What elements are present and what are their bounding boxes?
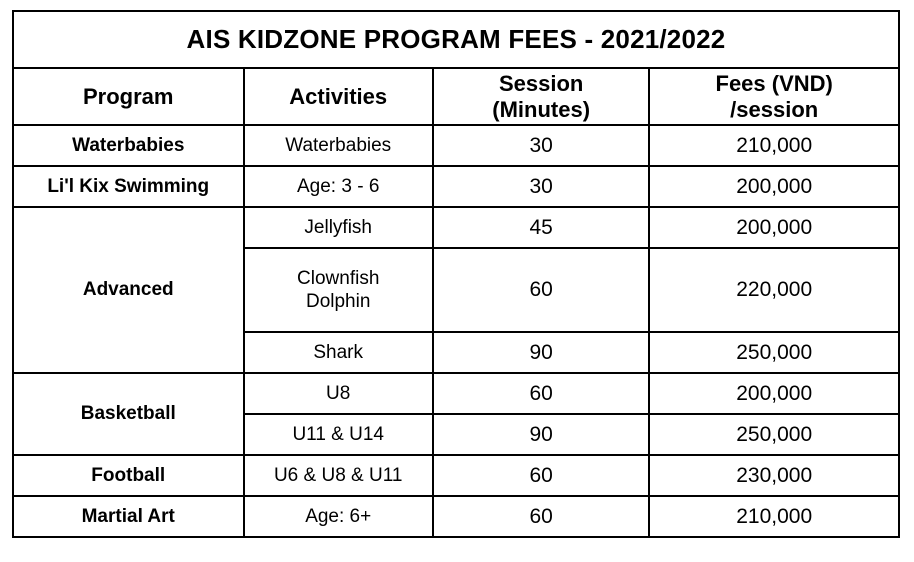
title-row (13, 11, 899, 68)
fee-cell: 200,000 (649, 207, 899, 248)
activity-cell (244, 248, 433, 332)
fee-cell: 250,000 (649, 414, 899, 455)
program-advanced: Advanced (13, 207, 244, 373)
activity-cell: U8 (244, 373, 433, 414)
program-lilkix: Li'l Kix Swimming (13, 166, 244, 207)
session-cell: 90 (433, 414, 649, 455)
header-activities: Activities (244, 68, 433, 125)
header-fees-line2: /session (730, 96, 819, 122)
activity-cell: Waterbabies (244, 125, 433, 166)
header-fees-line1: Fees (VND) (715, 70, 833, 96)
header-fees (649, 68, 899, 125)
program-martial-art: Martial Art (13, 496, 244, 537)
fee-cell: 230,000 (649, 455, 899, 496)
header-session (433, 68, 649, 125)
fee-cell: 200,000 (649, 373, 899, 414)
activity-cell: U11 & U14 (244, 414, 433, 455)
session-cell: 60 (433, 248, 649, 332)
session-cell: 30 (433, 125, 649, 166)
table-row (13, 207, 899, 248)
fee-cell: 210,000 (649, 125, 899, 166)
activity-cell: Jellyfish (244, 207, 433, 248)
session-cell: 30 (433, 166, 649, 207)
session-cell: 60 (433, 496, 649, 537)
session-cell: 90 (433, 332, 649, 373)
fees-table (12, 10, 900, 538)
fee-cell: 210,000 (649, 496, 899, 537)
table-row (13, 496, 899, 537)
table-title: AIS KIDZONE PROGRAM FEES - 2021/2022 (13, 11, 899, 68)
program-football: Football (13, 455, 244, 496)
session-cell: 60 (433, 455, 649, 496)
program-waterbabies: Waterbabies (13, 125, 244, 166)
fee-cell: 250,000 (649, 332, 899, 373)
activity-cell: Age: 6+ (244, 496, 433, 537)
header-row (13, 68, 899, 125)
fee-cell: 220,000 (649, 248, 899, 332)
header-program: Program (13, 68, 244, 125)
program-basketball: Basketball (13, 373, 244, 455)
fees-table-frame (12, 10, 900, 552)
table-row (13, 373, 899, 414)
session-cell: 60 (433, 373, 649, 414)
activity-cell: Shark (244, 332, 433, 373)
header-session-line1: Session (498, 70, 584, 96)
activity-line: Clownfish (297, 268, 380, 289)
activity-cell: U6 & U8 & U11 (244, 455, 433, 496)
fee-cell: 200,000 (649, 166, 899, 207)
activity-cell: Age: 3 - 6 (244, 166, 433, 207)
session-cell: 45 (433, 207, 649, 248)
table-row (13, 455, 899, 496)
table-row (13, 166, 899, 207)
table-row (13, 125, 899, 166)
header-session-line2: (Minutes) (492, 96, 591, 122)
activity-line: Dolphin (305, 291, 371, 312)
